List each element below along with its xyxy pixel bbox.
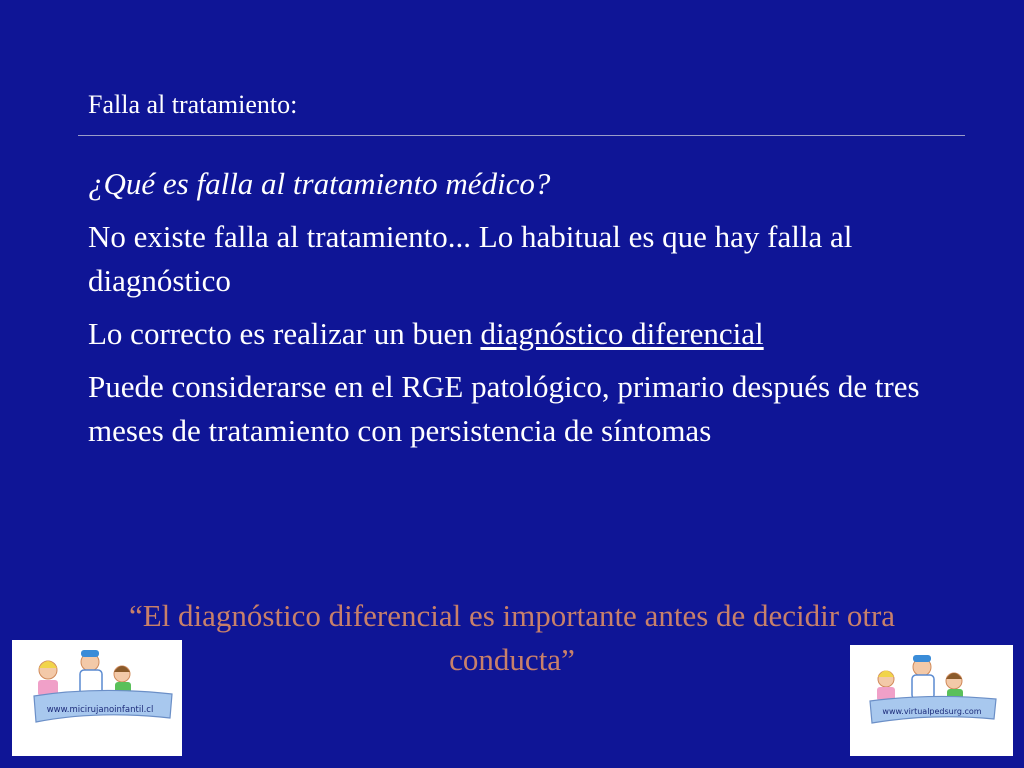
slide-body [88, 162, 928, 462]
title-divider [78, 135, 965, 136]
bullet-differential-diagnosis [88, 312, 928, 356]
bullet-prefix: Lo correcto es realizar un buen [88, 316, 481, 351]
slide-title: Falla al tratamiento: [88, 90, 298, 119]
kids-banner-icon [12, 640, 182, 756]
kids-banner-icon [850, 645, 1013, 756]
highlighted-quote: “El diagnóstico diferencial es importante antes de decidir otra conducta” [128, 598, 896, 677]
logo-micirujanoinfantil[interactable] [12, 640, 182, 756]
svg-text:www.virtualpedsurg.com: www.virtualpedsurg.com [882, 707, 982, 716]
bullet-no-failure: No existe falla al tratamiento... Lo habitual es que hay falla al diagnóstico [88, 219, 853, 298]
logo-virtualpedsurg[interactable] [850, 645, 1013, 756]
question-text: ¿Qué es falla al tratamiento médico? [88, 166, 551, 201]
differential-diagnosis-link[interactable]: diagnóstico diferencial [480, 316, 764, 351]
svg-text:www.micirujanoinfantil.cl: www.micirujanoinfantil.cl [46, 705, 154, 715]
bullet-rge-pathological: Puede considerarse en el RGE patológico, primario después de tres meses de tratamiento con persistencia de síntomas [88, 369, 920, 448]
